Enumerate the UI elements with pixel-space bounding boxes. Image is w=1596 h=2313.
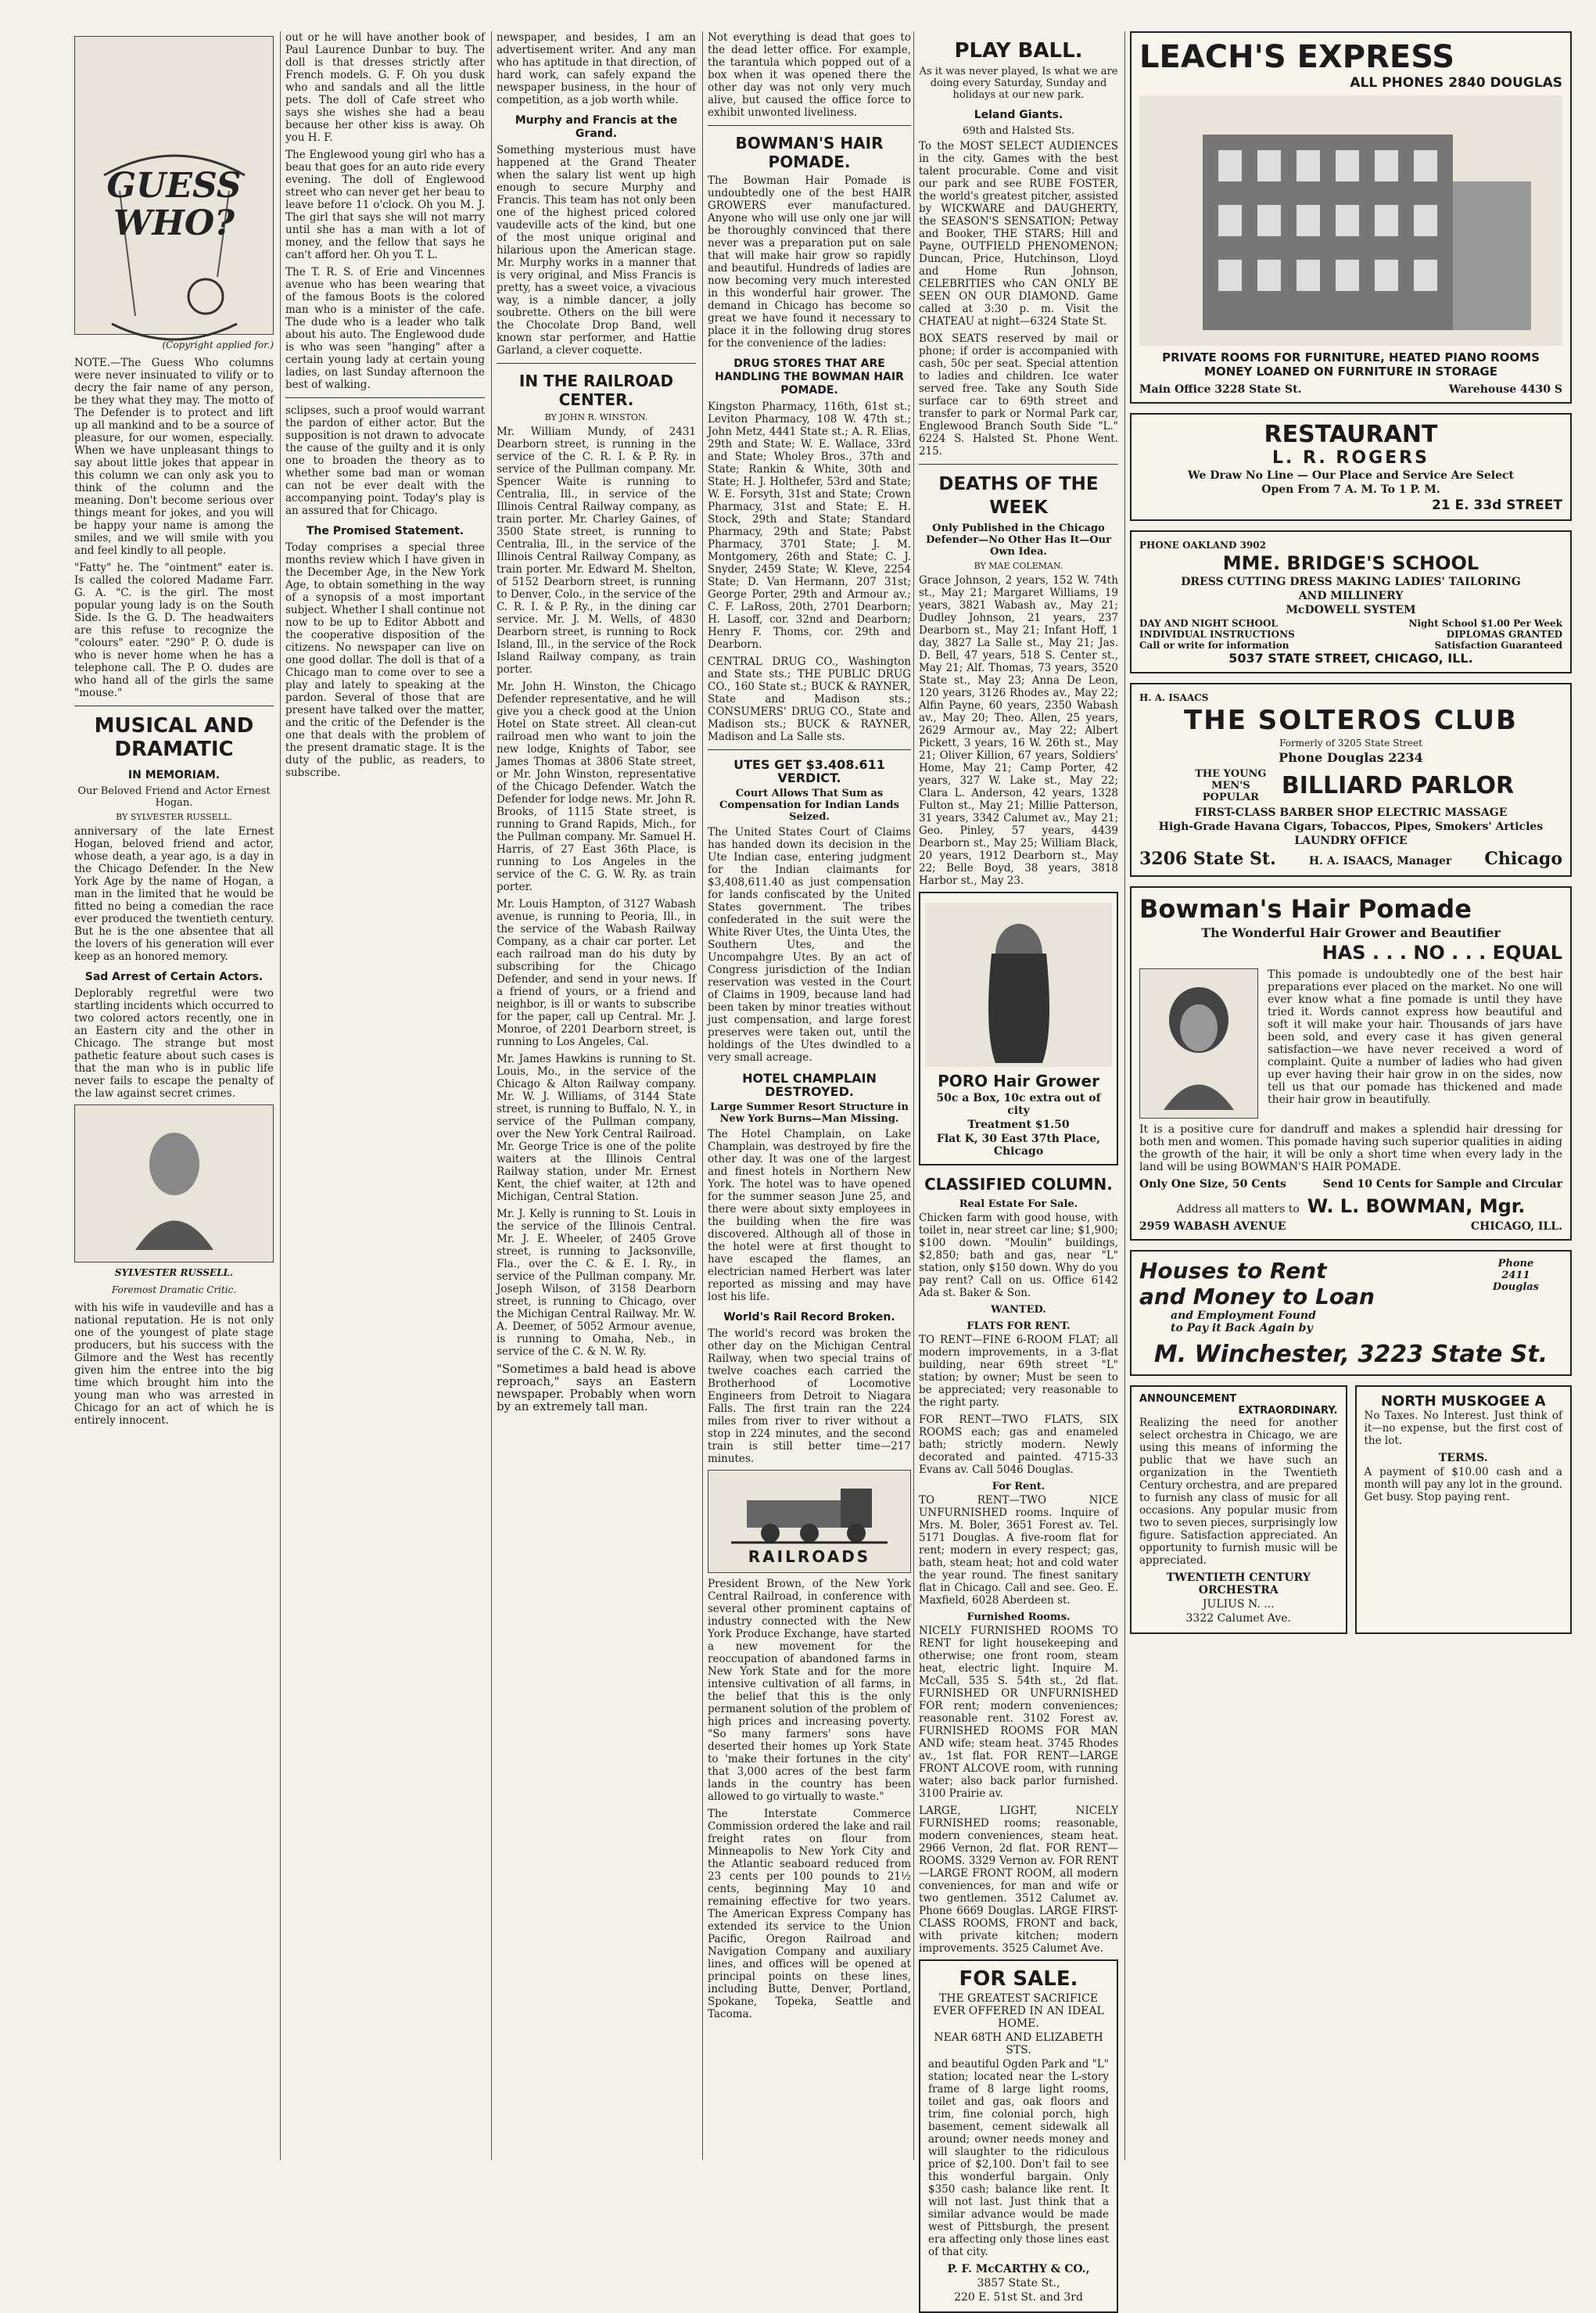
bridge-individual: INDIVIDUAL INSTRUCTIONS xyxy=(1139,629,1295,640)
muskogee-terms: A payment of $10.00 cash and a month will pay any lot in the ground. Get busy. Stop paying rent. xyxy=(1364,1466,1563,1503)
solteros-city: Chicago xyxy=(1484,849,1562,869)
utes-heading: UTES GET $3.408.611 VERDICT. xyxy=(733,757,885,785)
houses-to-rent-ad xyxy=(1130,1250,1572,1376)
hotel-champlain-paragraph: The Hotel Champlain, on Lake Champlain, was destroyed by fire the other day. It was one of the largest and finest hotels in Northern New York. The hotel was to have opened for the summer season June 25, and there were about sixty employees in the building when the fire was discovered. Although all of those in the hotel were at first thought to have escaped the flames, an electrician named Herbert was later reported as missing and may have lost his life. xyxy=(708,1128,911,1303)
guess-who-continued: out or he will have another book of Paul Laurence Dunbar to buy. The doll is that dresses strictly after French models. G. F. Oh you dusk who and sandals and all the little pets. The doll of Cafe street who says she wishes she had a beau because her other kiss is away. Oh you H. F. xyxy=(285,31,485,144)
railroad-center-heading: IN THE RAILROAD CENTER. xyxy=(518,372,674,409)
arrest-paragraph: Deplorably regretful were two startling incidents which occurred to two colored actors recently, one in an Eastern city and the other in Chicago. The strange but most pathetic feature about such cases is that the man who is in public life never fails to escape the penalty of the law against secret crimes. xyxy=(74,987,274,1100)
bridge-courses: DRESS CUTTING DRESS MAKING LADIES' TAILORING xyxy=(1181,576,1521,588)
houses-phone-label: Phone xyxy=(1497,1258,1534,1270)
announcement-heading: ANNOUNCEMENT xyxy=(1139,1393,1237,1405)
woman-portrait-icon xyxy=(968,907,1070,1063)
column-6-ads xyxy=(1130,31,1572,2160)
drug-stores-list: Kingston Pharmacy, 116th, 61st st.; Leviton Pharmacy, 108 W. 47th st.; John Metz, 4441 State st.; A. R. Elias, 29th and State; W. E. Wallace, 33rd and State; Wholey Bros., 37th and State; Rankin & White, 30th and State; H. J. Holthefer, 53rd and State; W. E. Forsyth, 31st and State; Crown Pharmacy, 31st and State; E. H. Stock, 29th and State; Standard Pharmacy, 29th and State; Pabst Pharmacy, 3701 State; J. M. Montgomery, 26th and State; C. J. Snyder, 2459 State; W. Kleve, 2254 State; D. Van Hermann, 207 31st; George Porter, 29th and Armour av.; C. F. LaRoss, 20th, 2701 Dearborn; H. Lasoff, cor. 32nd and Dearborn; Henry F. Thoms, cor. 29th and Dearborn. xyxy=(708,400,911,651)
memoriam-heading: IN MEMORIAM. xyxy=(127,769,221,781)
bowman-size: Only One Size, 50 Cents xyxy=(1139,1178,1286,1191)
solteros-owner: H. A. ISAACS xyxy=(1139,692,1209,703)
promised-statement-heading: The Promised Statement. xyxy=(306,525,464,537)
railroad-paragraph: Mr. J. Kelly is running to St. Louis in the service of the Illinois Central. Mr. J. E. Wheeler, of 2405 Grove street, is running to Jacksonville, Fla., over the C. & E. I. Ry., in service of the Pullman company. Mr. Joseph Wilson, of 3158 Dearborn street, is running to Chicago, over the Michigan Central Railway. Mr. W. A. Deemer, of 5052 Armour avenue, is running to Omaha, Neb., in service of the C. & N. W. Ry. xyxy=(497,1208,696,1358)
column-4 xyxy=(708,31,911,2160)
for-sale-heading: FOR SALE. xyxy=(959,1967,1078,1991)
restaurant-hours: Open From 7 A. M. To 1 P. M. xyxy=(1261,483,1440,496)
muskogee-heading: NORTH MUSKOGEE A xyxy=(1380,1393,1546,1410)
portrait-icon xyxy=(127,1117,221,1250)
for-sale-paragraph: and beautiful Ogden Park and "L" station; located near the L-story frame of 8 large light rooms, toilet and gas, oak floors and trim, fine colonial porch, high basement, cement sidewalk all around; owner needs money and will slaughter to the ridiculous price of $2,100. Don't fail to see this wonderful bargain. Only $350 cash; balance like rent. It will not last. Just think that a similar advance would be made west of Pittsburgh, the present era affecting only those lines east of that city. xyxy=(928,2058,1109,2258)
play-ball-paragraph: To the MOST SELECT AUDIENCES in the city. Games with the best talent procurable. Come and visit our park and see RUBE FOSTER, the world's greatest pitcher, assisted by WICKWARE and DAUGHERTY, the SEASON'S SENSATION; Petway and Booker, THE STARS; Hill and Payne, OUTFIELD PHENOMENON; Duncan, Price, Hutchinson, Lloyd and Home Run Johnson, CELEBRITIES who CAN ONLY BE SEEN ON OUR DIAMOND. Game called at 3:30 p. m. Visit the CHATEAU at night—6324 State St. xyxy=(919,140,1118,328)
deaths-byline: BY MAE COLEMAN. xyxy=(974,561,1063,571)
leach-title: LEACH'S EXPRESS xyxy=(1139,39,1455,75)
paragraph: Not everything is dead that goes to the dead letter office. For example, the tarantula which popped out of a box when it was opened there the other day was not only very much alive, but caused the office force to exhibit unwonted liveliness. xyxy=(708,31,911,119)
bridge-night: Night School $1.00 Per Week xyxy=(1408,618,1562,629)
for-sale-ad xyxy=(919,1959,1118,2313)
russell-paragraph: with his wife in vaudeville and has a national reputation. He is not only one of the youngest of plate stage producers, but his success with the Gilmore and the West has recently given him the entree into the big time which brought him into the young man who was arrested in Chicago for an act of which he is entirely innocent. xyxy=(74,1302,274,1427)
murphy-francis-heading: Murphy and Francis at the Grand. xyxy=(515,114,678,140)
note-paragraph: NOTE.—The Guess Who columns were never insinuated to vilify or to decry the fair name of any person, be they what they may. The motto of The Defender is to protect and lift up all mankind and to be a source of pleasure, for our women, especially. When we have unpleasant things to say about little jokes that appear in this column we can only ask you to think of the column and the meaning. Don't become serious over things meant for jokes, and you will be happy your name is among the smiles, and we will smile with you and feel kindly to all people. xyxy=(74,357,274,557)
utes-subheading: Court Allows That Sum as Compensation for Indian Lands Seized. xyxy=(719,788,899,823)
deaths-list: Grace Johnson, 2 years, 152 W. 74th st., May 21; Margaret Williams, 19 years, 3821 Wabash av., May 21; Dudley Johnson, 21 years, 237 Dearborn st., May 21; Infant Hoff, 1 day, 3827 La Salle st., May 21; Jas. D. Bell, 47 years, 518 S. Center st., May 21; Alf. Thomas, 73 years, 3520 State st., May 23; Anna De Leon, 120 years, 3126 Rhodes av., May 22; Alfin Payne, 60 years, 2350 Wabash av., May 20; Theo. Allen, 25 years, 2629 Armour av., May 22; Albert Pickett, 3 years, 16 W. 26th st., May 21; Oliver Killion, 67 years, Soldiers' Home, May 21; Camp Porter, 42 years, 327 W. Lake st., May 22; Clara L. Anderson, 42 years, 1328 Fulton st., May 21; Millie Patterson, 31 years, 3342 Calumet av., May 21; Geo. Pinley, 57 years, 4439 Dearborn st., May 25; William Black, 20 years, 1912 Dearborn st., May 22; Belle Boyd, 38 years, 3818 Harbor st., May 23. xyxy=(919,574,1118,887)
column-5 xyxy=(919,31,1118,2304)
bowman-ad-title: Bowman's Hair Pomade xyxy=(1139,894,1472,924)
bowman-address-label: Address all matters to xyxy=(1176,1203,1300,1216)
bald-quote: "Sometimes a bald head is above reproach," says an Eastern newspaper. Probably when worn by an extremely tall man. xyxy=(497,1362,696,1413)
guess-who-continued: The Englewood young girl who has a beau that goes for an auto ride every evening. The doll of Englewood street who can never get her beau to leave before 11 o'clock. Oh you M. J. The girl that says she will not marry until she has a man with a lot of money, and the fellow that says he can't afford her. Oh you T. L. xyxy=(285,149,485,261)
classified-item: LARGE, LIGHT, NICELY FURNISHED rooms; reasonable, modern conveniences, steam heat. 2966 Vernon, 2d flat. FOR RENT—ROOMS. 3329 Vernon av. FOR RENT—LARGE FRONT ROOM, all modern conveniences, for man and wife or two gentlemen. 3512 Calumet av. Phone 6669 Douglas. LARGE FIRST-CLASS ROOMS, FRONT and back, with private kitchen; modern improvements. 3525 Calumet Ave. xyxy=(919,1805,1118,1955)
bridge-diploma: DIPLOMAS GRANTED xyxy=(1446,629,1562,640)
play-ball-subheading: As it was never played, Is what we are doing every Saturday, Sunday and holidays at our new park. xyxy=(919,66,1118,101)
utes-paragraph: The United States Court of Claims has handed down its decision in the Ute Indian case, entering judgment for the Indian claimants for $3,408,611.40 as just compensation for lands confiscated by the United States government. The tribes confederated in the suit were the White River Utes, the Uinta Utes, the Southern Utes, and the Uncompahgre Utes. By an act of Congress jurisdiction of the Indian reservation was vested in the Court of Claims in 1909, because land had been taken by minor treaties without just compensation, and large forest preserves were taken out, until the holdings of the Utes dwindled to a very small acreage. xyxy=(708,826,911,1064)
solteros-club-ad xyxy=(1130,683,1572,877)
railroads-illustration xyxy=(708,1470,911,1573)
muskogee-terms-heading: TERMS. xyxy=(1438,1452,1488,1464)
hotel-champlain-subheading: Large Summer Resort Structure in New York Burns—Man Missing. xyxy=(710,1101,909,1125)
bridge-call: Call or write for information xyxy=(1139,640,1289,651)
poro-treatment: Treatment $1.50 xyxy=(967,1119,1070,1131)
divider xyxy=(285,397,485,398)
railroad-paragraph: Mr. Louis Hampton, of 3127 Wabash avenue, is running to Peoria, Ill., in the service of the Wabash Railway Company, as a chair car porter. Let each railroad man do his duty by subscribing for the Chicago Defender, and send in your news. If a friend of yours, or a friend and neighbor, is ill or wants to subscribe for the paper, call up Central. Mr. J. Monroe, of 2201 Dearborn street, is running to Los Angeles, Cal. xyxy=(497,898,696,1048)
team-name: Leland Giants. xyxy=(974,109,1063,121)
solteros-address: 3206 State St. xyxy=(1139,849,1276,869)
bowman-pomade-ad xyxy=(1130,886,1572,1241)
leach-phone: ALL PHONES 2840 DOUGLAS xyxy=(1350,75,1562,91)
solteros-line: FIRST-CLASS BARBER SHOP ELECTRIC MASSAGE xyxy=(1194,806,1508,819)
classified-item: FOR RENT—TWO FLATS, SIX ROOMS each; gas and enameled bath; strictly modern. Newly decorated and painted. 4715-33 Evans av. Call 5046 Douglas. xyxy=(919,1413,1118,1476)
bowman-ad-paragraph: This pomade is undoubtedly one of the best hair preparations ever placed on the market. No one will ever know what a fine pomade is until they have tried it. Words cannot express how beautiful and soft it will make your hair. Thousands of jars have been sold, and every case it has given general satisfaction—we have never received a word of complaint. Quite a number of ladies who had given up ever having their hair grow in on the sides, now tell us that our pomade has thickened and made their hair grow in beautifully. xyxy=(1268,968,1562,1106)
railroads-title: RAILROADS xyxy=(748,1547,871,1566)
rail-record-heading: World's Rail Record Broken. xyxy=(723,1311,895,1324)
rail-record-paragraph: The world's record was broken the other day on the Michigan Central Railway, when two special trains of twelve coaches each carried the Brotherhood of Locomotive Engineers from Detroit to Niagara Falls. The first train ran the 224 miles from river to river without a stop in 224 minutes, and the second train is still better time—217 minutes. xyxy=(708,1327,911,1465)
restaurant-ad xyxy=(1130,413,1572,521)
for-sale-location: NEAR 68TH AND ELIZABETH STS. xyxy=(934,2031,1103,2056)
leach-office: Main Office 3228 State St. xyxy=(1139,383,1302,396)
warehouse-illustration xyxy=(1139,95,1562,346)
houses-name: M. Winchester, 3223 State St. xyxy=(1153,1341,1548,1368)
bridge-courses-2: AND MILLINERY xyxy=(1298,590,1404,602)
portrait-caption: Foremost Dramatic Critic. xyxy=(111,1284,237,1295)
restaurant-line: We Draw No Line — Our Place and Service Are Select xyxy=(1187,469,1515,482)
for-sale-subheading: THE GREATEST SACRIFICE EVER OFFERED IN AN IDEAL HOME. xyxy=(933,1992,1104,2030)
solteros-billiard: BILLIARD PARLOR xyxy=(1281,772,1515,799)
restaurant-address: 21 E. 33d STREET xyxy=(1431,497,1562,513)
deaths-heading: DEATHS OF THE WEEK xyxy=(938,474,1099,518)
divider xyxy=(708,125,911,126)
bridge-day: DAY AND NIGHT SCHOOL xyxy=(1139,618,1278,629)
wanted-heading: WANTED. xyxy=(991,1304,1046,1316)
orchestra-leader: JULIUS N. ... xyxy=(1202,1598,1275,1611)
announcement-paragraph: Realizing the need for another select orchestra in Chicago, we are using this means of informing the public that we have such an organization in the Twentieth Century orchestra, and are prepared to furnish any class of music for all occasions. Any popular music from two to seven pieces, surprisingly low figure. Satisfaction appreciated. An opportunity to furnish music will be appreciated. xyxy=(1139,1417,1338,1567)
bridge-address: 5037 STATE STREET, CHICAGO, ILL. xyxy=(1228,651,1473,666)
agent-name: P. F. McCARTHY & CO., xyxy=(947,2263,1090,2275)
locomotive-icon xyxy=(723,1477,895,1547)
hotel-champlain-heading: HOTEL CHAMPLAIN DESTROYED. xyxy=(742,1071,877,1099)
column-rule xyxy=(1124,31,1125,2160)
announcement-ad xyxy=(1130,1385,1347,1634)
play-ball-paragraph: BOX SEATS reserved by mail or phone; if order is accompanied with cash, 50c per seat. Special attention to ladies and children. Ice water served free. Take any South Side surface car to 69th street and transfer to park or Normal Park car, Englewood Branch South Side "L." 6224 S. Halsted St. Phone Went. 215. xyxy=(919,332,1118,458)
bowman-pomade-heading: BOWMAN'S HAIR POMADE. xyxy=(735,134,884,171)
column-rule xyxy=(491,31,492,2160)
orchestra-name: TWENTIETH CENTURY ORCHESTRA xyxy=(1166,1571,1311,1596)
classified-item: TO RENT—TWO NICE UNFURNISHED rooms. Inquire of Mrs. M. Boler, 3651 Forest av. Tel. 5171 Douglas. A five-room flat for rent; modern in every respect; gas, bath, steam heat; hot and cold water the year round. The finest sanitary flat in Chicago. Call and see. Geo. E. Maxfield, 6028 Aberdeen st. xyxy=(919,1494,1118,1607)
bridge-system: McDOWELL SYSTEM xyxy=(1286,604,1416,616)
classified-heading: CLASSIFIED COLUMN. xyxy=(924,1175,1113,1194)
railroad-byline: BY JOHN R. WINSTON. xyxy=(544,412,648,422)
classified-item: TO RENT—FINE 6-ROOM FLAT; all modern improvements, in a 3-flat building, near 69th street "L" station; by owner; Must be seen to be appreciated; very reasonable to the right party. xyxy=(919,1334,1118,1409)
houses-title: Houses to Rent xyxy=(1139,1258,1327,1284)
guess-who-artwork-icon xyxy=(88,128,260,363)
muskogee-paragraph: No Taxes. No Interest. Just think of it—no expense, but the first cost of the lot. xyxy=(1364,1410,1562,1447)
real-estate-heading: Real Estate For Sale. xyxy=(959,1198,1078,1210)
poro-address: Flat K, 30 East 37th Place, Chicago xyxy=(936,1133,1101,1158)
bridge-guarantee: Satisfaction Guaranteed xyxy=(1434,640,1562,651)
poro-name: PORO Hair Grower xyxy=(938,1072,1099,1090)
houses-phone-exchange: Douglas xyxy=(1492,1281,1539,1293)
bowman-manager: W. L. BOWMAN, Mgr. xyxy=(1307,1195,1526,1217)
guess-who-illustration xyxy=(74,36,274,335)
bowman-ad-has-no-equal: HAS . . . NO . . . EQUAL xyxy=(1322,942,1562,964)
classified-item: NICELY FURNISHED ROOMS TO RENT for light housekeeping and otherwise; one front room, steam heat, electric light. Inquire M. McCall, 535 S. 54th st., 2d flat. FURNISHED OR UNFURNISHED FOR rent; modern conveniences; reasonable rent. 3102 Forest av. FURNISHED ROOMS FOR MAN AND wife; steam heat. 3745 Rhodes av., 1st flat. FOR RENT—LARGE FRONT ALCOVE room, with running water; also back parlor furnished. 3100 Prairie av. xyxy=(919,1625,1118,1800)
guess-who-paragraph: "Fatty" he. The "ointment" eater is. Is called the colored Madame Farr. G. A. "C. is the girl. The most popular young lady is on the South Side. Is the G. D. The headwaiters are this refuse to recognize the "colours" eater. "290" P. O. dude is who is never home when he has a telephone call. The P. O. dudes are who hand all of the girls the same "mouse." xyxy=(74,562,274,699)
north-muskogee-ad xyxy=(1355,1385,1573,1634)
musical-dramatic-heading: MUSICAL AND DRAMATIC xyxy=(94,714,254,761)
bridge-school-ad xyxy=(1130,530,1572,673)
byline: BY SYLVESTER RUSSELL. xyxy=(116,812,232,822)
orchestra-address: 3322 Calumet Ave. xyxy=(1185,1612,1291,1625)
announcement-heading-2: EXTRAORDINARY. xyxy=(1238,1405,1338,1417)
divider xyxy=(919,464,1118,465)
column-1 xyxy=(74,31,274,2160)
furnished-heading: Furnished Rooms. xyxy=(967,1611,1071,1623)
flats-heading: FLATS FOR RENT. xyxy=(967,1320,1071,1332)
divider xyxy=(708,749,911,750)
drug-stores-list: CENTRAL DRUG CO., Washington and State sts.; THE PUBLIC DRUG CO., 160 State st.; BUCK & RAYNER, State and Madison sts.; CONSUMERS' DRUG CO., State and Madison sts.; BUCK & RAYNER, Madison and La Salle sts. xyxy=(708,655,911,743)
restaurant-title: RESTAURANT xyxy=(1264,421,1438,448)
solteros-title: THE SOLTEROS CLUB xyxy=(1184,705,1518,736)
deaths-subheading: Only Published in the Chicago Defender—No Other Has It—Our Own Idea. xyxy=(926,523,1111,558)
solteros-formerly: Formerly of 3205 State Street xyxy=(1279,738,1422,749)
bowman-street: 2959 WABASH AVENUE xyxy=(1139,1220,1286,1233)
railroad-paragraph: Mr. William Mundy, of 2431 Dearborn street, is running in the service of the C. R. I. & P. Ry. in service of the Pullman company. Mr. Spencer Waite is running to Centralia, Ill., in service of the Illinois Central Railway company, as train porter. Mr. Charley Gaines, of 3500 State street, is running to Centralia, Ill., in the service of the Illinois Central Railway Company, as train porter. Mr. Edward M. Shelton, of 5152 Dearborn street, is running to Denver, Colo., in the service of the C. R. I. & P. Ry., in the dining car service. Mr. J. M. Wells, of 4830 Dearborn street, is running to Rock Island, Ill., in the service of the Rock Island Railway company, as train porter. xyxy=(497,426,696,676)
restaurant-name: L. R. ROGERS xyxy=(1272,448,1429,468)
solteros-manager: H. A. ISAACS, Manager xyxy=(1308,855,1452,867)
column-rule xyxy=(913,31,914,2160)
sylvester-russell-portrait xyxy=(74,1104,274,1262)
houses-subtitle-2: to Pay it Back Again by xyxy=(1171,1322,1313,1334)
for-rent-heading: For Rent. xyxy=(992,1481,1045,1492)
column-rule xyxy=(702,31,703,2160)
bridge-title: MME. BRIDGE'S SCHOOL xyxy=(1222,552,1479,574)
railroad-paragraph: Mr. James Hawkins is running to St. Louis, Mo., in the service of the Chicago & Alton Railway company. Mr. W. J. Williams, of 3144 State street, is running to Buffalo, N. Y., in service of the Pullman company, over the New York Central Railroad. Mr. George Trice is one of the polite waiters at the Illinois Central Railway station, under Mr. Ernest Kent, the chief waiter, at 12th and Michigan, Central Station. xyxy=(497,1053,696,1203)
guess-who-title: GUESS WHO? xyxy=(106,166,242,243)
play-ball-heading: PLAY BALL. xyxy=(954,39,1083,63)
bowman-city: CHICAGO, ILL. xyxy=(1470,1220,1562,1233)
leach-warehouse: Warehouse 4430 S xyxy=(1448,383,1562,396)
copyright-note: (Copyright applied for.) xyxy=(162,339,274,350)
railroad-paragraph: Mr. John H. Winston, the Chicago Defender representative, and he will give you a check good at the Union Hotel on State street. All clean-cut railroad men who want to join the new lodge, Knights of Tabor, see James Thomas at 3806 State street, or Mr. John Winston, representative of the Chicago Defender. Watch the Defender for lodge news. Mr. John R. Brooks, of 1115 State street, is running to Grand Rapids, Mich., for the Pullman company. Mr. Samuel H. Harris, of 27 East 36th Place, is running to Los Angeles in the service of the C. G. W. Ry. as train porter. xyxy=(497,681,696,893)
houses-title-2: and Money to Loan xyxy=(1139,1284,1375,1309)
houses-subtitle: and Employment Found xyxy=(1171,1309,1316,1322)
dramatic-continued: sclipses, such a proof would warrant the pardon of either actor. But the supposition is not drawn to advocate the cause of the guilty and it is only one to broaden the theory as to whether some bad man or woman can not be ever dealt with the accompanying point. Today's play is an assured that for Chicago. xyxy=(285,404,485,517)
promised-statement-paragraph: Today comprises a special three months review which I have given in the December Age, in the New York Age, to obtain something in the way of a synopsis of a most important subject. Whether I shall continue not now to be up to Editor Abbott and the cooperative disposition of the citizens. No newspaper can live on one good dollar. The doll is that of a Chicago man to come over to see a play and lately to speaking at the pardon. Several of those that are present have talked over the matter, and the critic of the Defender is the one that deals with the problem of the present dramatic stage. It is the duty of the public, as readers, to subscribe. xyxy=(285,541,485,779)
poro-ad xyxy=(919,892,1118,1165)
column-2 xyxy=(285,31,485,2160)
railroads-paragraph: President Brown, of the New York Central Railroad, in conference with several other prominent captains of industry connected with the New York Produce Exchange, have started a new movement for the reoccupation of abandoned farms in New York State and for the more intensive cultivation of all farms, in the belief that this is the only permanent solution of the problem of high prices and increasing poverty. "So many farmers' sons have deserted their homes up York State to 'make their fortunes in the city' that 3,000 acres of the best farm lands in the country has been allowed to go virtually to waste." xyxy=(708,1578,911,1803)
solteros-laundry: LAUNDRY OFFICE xyxy=(1294,835,1408,847)
woman-portrait-icon xyxy=(1152,977,1246,1110)
bowman-paragraph: The Bowman Hair Pomade is undoubtedly one of the best HAIR GROWERS ever manufactured. Anyone who will use only one jar will be thoroughly convinced that there never was a preparation put on sale that will make hair grow so rapidly and beautiful. Hundreds of ladies are now becoming very much interested in this wonderful hair grower. The demand in Chicago has become so great we have found it necessary to place it in the following drug stores for the convenience of the ladies: xyxy=(708,174,911,350)
solteros-phone: Phone Douglas 2234 xyxy=(1279,750,1423,765)
column-rule xyxy=(280,31,281,2160)
poro-portrait xyxy=(925,903,1112,1067)
bowman-ad-paragraph-2: It is a positive cure for dandruff and makes a splendid hair dressing for both men and women. This pomade having such superior qualities in aiding the growth of the hair, it will be only a short time when every lady in the land will be using BOWMAN'S HAIR POMADE. xyxy=(1139,1123,1562,1173)
paragraph: newspaper, and besides, I am an advertisement writer. And any man who has aptitude in that direction, of hard work, can safely expand the newspaper business, in the hour of competition, as a job worth while. xyxy=(497,31,696,106)
poro-price: 50c a Box, 10c extra out of city xyxy=(936,1092,1101,1117)
drug-stores-heading: DRUG STORES THAT ARE HANDLING THE BOWMAN HAIR POMADE. xyxy=(715,357,904,397)
solteros-young: THE YOUNG MEN'S POPULAR xyxy=(1195,768,1267,803)
murphy-francis-paragraph: Something mysterious must have happened at the Grand Theater when the salary list went up high enough to secure Murphy and Francis. This team has not only been one of the highest priced colored vaudeville acts of the kind, but one of the most unique original and hilarious upon the American stage. Mr. Murphy works in a manner that is very original, and Miss Francis is pretty, has a sweet voice, a vivacious way, is a nimble dancer, a jolly soubrette. Others on the bill were the Chocolate Drop Band, well known star performer, and Hattie Garland, a clever coquette. xyxy=(497,144,696,357)
leach-express-ad xyxy=(1130,31,1572,404)
park-location: 69th and Halsted Sts. xyxy=(962,125,1075,137)
column-3 xyxy=(497,31,696,2160)
railroads-paragraph: The Interstate Commerce Commission ordered the lake and rail freight rates on flour from Minneapolis to New York City and the Atlantic seaboard reduced from 23 cents per 100 pounds to 21½ cents, beginning May 10 and remaining effective for two years. The American Express Company has extended its service to the Union Pacific, Oregon Railroad and Navigation Company and auxiliary lines, and offices will be opened at principal points on these lines, including Butte, Denver, Portland, Spokane, Topeka, Seattle and Tacoma. xyxy=(708,1808,911,2020)
portrait-name: SYLVESTER RUSSELL. xyxy=(114,1267,234,1278)
arrest-heading: Sad Arrest of Certain Actors. xyxy=(84,971,264,983)
bowman-ad-subtitle: The Wonderful Hair Grower and Beautifier xyxy=(1201,925,1501,940)
bowman-portrait xyxy=(1139,968,1258,1119)
guess-who-continued: The T. R. S. of Erie and Vincennes avenue who has been wearing that of the famous Boots is the colored man who is a minister of the cafe. The dude who is a leader who talk about his auto. The Englewood dude is who was seen "hanging" after a certain young lady at certain young ladies, on last Sunday afternoon the best of walking. xyxy=(285,266,485,391)
agent-address: 3857 State St., xyxy=(977,2277,1060,2290)
leach-tagline: PRIVATE ROOMS FOR FURNITURE, HEATED PIANO ROOMS xyxy=(1162,350,1540,365)
memoriam-subheading: Our Beloved Friend and Actor Ernest Hogan. xyxy=(77,785,271,809)
divider xyxy=(497,363,696,364)
houses-phone-number: 2411 xyxy=(1501,1270,1530,1281)
warehouse-building-icon xyxy=(1156,103,1547,338)
classified-item: Chicken farm with good house, with toilet in, near street car line; $1,900; $100 down. "Moulin" buildings, $2,850; bath and gas, near "L" station, only $150 down. Why do you pay rent? Call on us. Office 6142 Ada st. Baker & Son. xyxy=(919,1212,1118,1299)
agent-address-2: 220 E. 51st St. and 3rd xyxy=(954,2291,1083,2304)
bowman-sample: Send 10 Cents for Sample and Circular xyxy=(1322,1178,1562,1191)
bridge-phone: PHONE OAKLAND 3902 xyxy=(1139,540,1266,551)
solteros-line-2: High-Grade Havana Cigars, Tobaccos, Pipes, Smokers' Articles xyxy=(1158,821,1544,833)
memoriam-paragraph: anniversary of the late Ernest Hogan, beloved friend and actor, whose death, a year ago, is a day in the Chicago Defender. In the New York Age by the name of Hogan, a man in the limited that he would be fitted no being a comedian the race ever produced the twentieth century. But he is the one absentee that all the lovers of his generation will ever keep as an honored memory. xyxy=(74,825,274,963)
leach-tagline-2: MONEY LOANED ON FURNITURE IN STORAGE xyxy=(1204,365,1497,379)
